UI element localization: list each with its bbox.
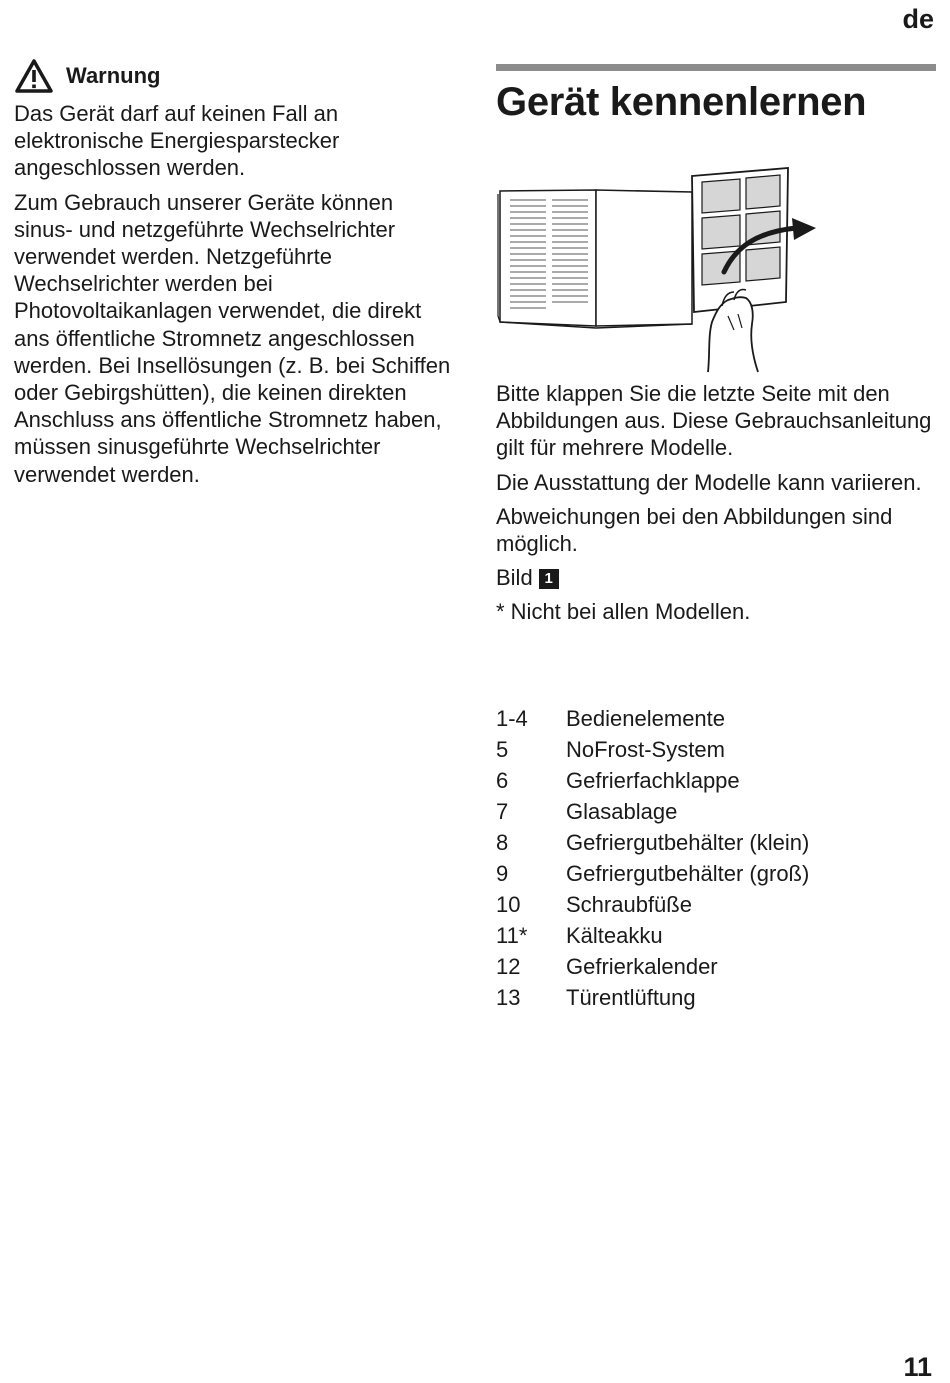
legend-label: Gefriergutbehälter (klein) <box>566 830 810 855</box>
legend-item <box>496 982 936 1013</box>
legend-item <box>496 827 936 858</box>
section-body <box>496 380 936 633</box>
legend-item <box>496 889 936 920</box>
parts-legend <box>496 703 936 1013</box>
legend-label: Gefrierkalender <box>566 954 718 979</box>
figure-reference-label: Bild <box>496 565 533 591</box>
legend-label: Gefrierfachklappe <box>566 768 740 793</box>
legend-number: 12 <box>496 954 521 979</box>
legend-number: 8 <box>496 830 509 855</box>
footnote: * Nicht bei allen Modellen. <box>496 599 751 625</box>
page-number: 11 <box>903 1352 932 1382</box>
warning-title: Warnung <box>66 63 161 88</box>
legend-item <box>496 765 936 796</box>
legend-label: NoFrost-System <box>566 737 725 762</box>
warning-heading <box>14 58 454 94</box>
legend-number: 6 <box>496 768 509 793</box>
legend-number: 11* <box>496 923 528 948</box>
body-paragraph: Bitte klappen Sie die letzte Seite mit den Abbildungen aus. Diese Gebrauchsanleitung gilt für mehrere Modelle. <box>496 381 932 461</box>
legend-item <box>496 920 936 951</box>
warning-paragraph: Zum Gebrauch unserer Geräte können sinus- und netzgeführte Wechselrichter verwendet werden. Netzgeführte Wechselrichter werden bei Photovoltaikanlagen verwendet, die direkt ans öffentliche Stromnetz angeschlossen werden. Bei Insellösungen (z. B. bei Schiffen oder Gebirgshütten), die keinen direkten Anschluss ans öffentliche Stromnetz haben, müssen sinusgeführte Wechselrichter verwendet werden. <box>14 189 451 487</box>
body-paragraph: Abweichungen bei den Abbildungen sind möglich. <box>496 503 893 557</box>
legend-item <box>496 734 936 765</box>
section-rule <box>496 64 936 71</box>
figure-reference <box>496 564 936 591</box>
warning-block <box>14 58 454 495</box>
legend-label: Gefriergutbehälter (groß) <box>566 861 810 886</box>
legend-item <box>496 703 936 734</box>
legend-number: 1-4 <box>496 706 528 731</box>
section-title: Gerät kennenlernen <box>496 80 867 124</box>
legend-label: Bedienelemente <box>566 706 726 731</box>
legend-label: Türentlüftung <box>566 985 696 1010</box>
fold-out-manual-illustration <box>496 166 822 376</box>
warning-paragraph: Das Gerät darf auf keinen Fall an elektronische Energiesparstecker angeschlossen werden. <box>14 101 340 181</box>
legend-number: 9 <box>496 861 509 886</box>
legend-item <box>496 858 936 889</box>
legend-number: 10 <box>496 892 521 917</box>
figure-number-box: 1 <box>539 569 559 589</box>
body-paragraph: Die Ausstattung der Modelle kann variieren. <box>496 469 922 495</box>
legend-label: Kälteakku <box>566 923 663 948</box>
legend-number: 5 <box>496 737 509 762</box>
legend-label: Glasablage <box>566 799 678 824</box>
warning-triangle-icon <box>14 58 54 94</box>
language-tag: de <box>902 4 934 34</box>
legend-item <box>496 796 936 827</box>
legend-item <box>496 951 936 982</box>
legend-number: 13 <box>496 985 521 1010</box>
legend-number: 7 <box>496 799 509 824</box>
legend-label: Schraubfüße <box>566 892 692 917</box>
